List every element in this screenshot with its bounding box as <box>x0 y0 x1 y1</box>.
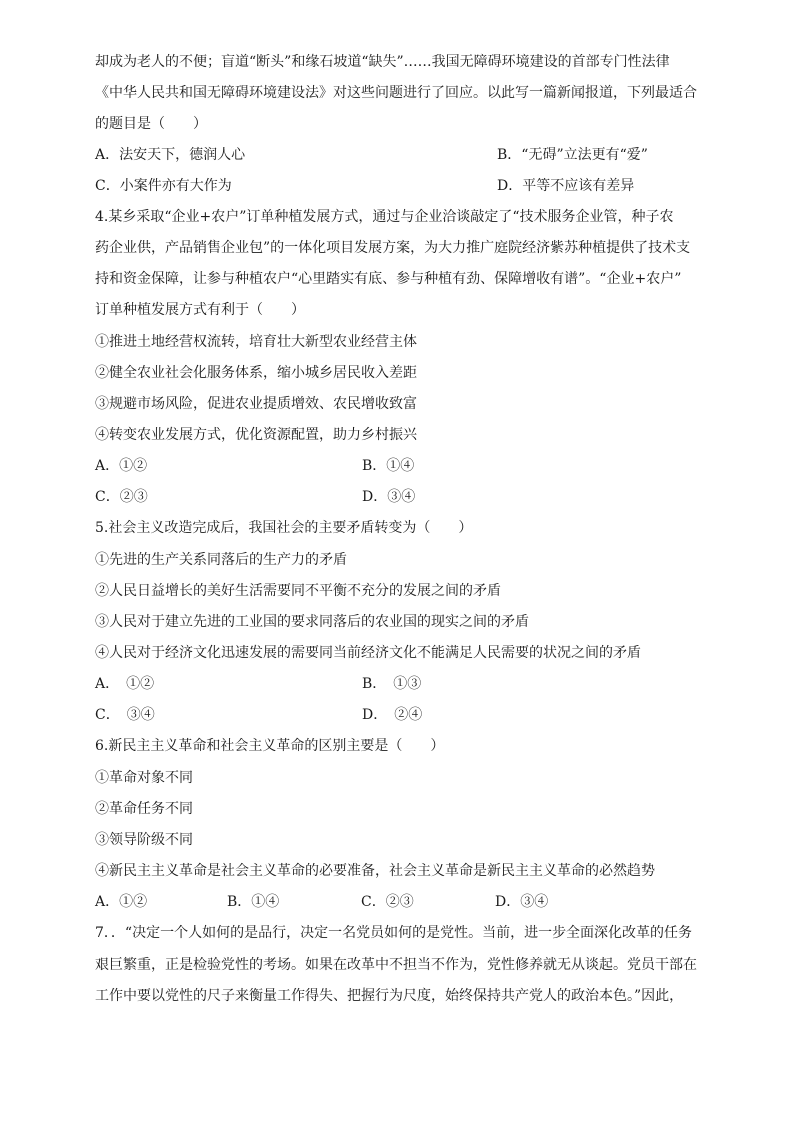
q4-option-a[interactable]: A．①② <box>95 458 148 474</box>
q6-option-c[interactable]: C．②③ <box>361 894 414 910</box>
q6-option-a[interactable]: A．①② <box>95 894 148 910</box>
q3-stem-line: 却成为老人的不便；盲道“断头”和缘石坡道“缺失”……我国无障碍环境建设的首部专门性法律 <box>95 54 670 70</box>
q7-stem-line: 7．．“决定一个人如何的是品行，决定一名党员如何的是党性。当前，进一步全面深化改革的任务 <box>95 925 693 941</box>
q4-option-c[interactable]: C．②③ <box>95 489 148 505</box>
q5-item: ①先进的生产关系同落后的生产力的矛盾 <box>95 552 347 568</box>
q4-stem-line: 持和资金保障，让参与种植农户“心里踏实有底、参与种植有劲、保障增收有谱”。“企业+农户” <box>95 271 682 287</box>
q6-option-d[interactable]: D．③④ <box>495 894 549 910</box>
q6-stem: 6.新民主主义革命和社会主义革命的区别主要是（ ） <box>95 738 445 754</box>
q3-option-a[interactable]: A．法安天下，德润人心 <box>95 147 246 163</box>
q5-option-c[interactable]: C． ③④ <box>95 707 155 723</box>
q4-stem-line: 药企业供，产品销售企业包”的一体化项目发展方案，为大力推广庭院经济紫苏种植提供了技术支 <box>95 240 691 256</box>
q7-stem-line: 艰巨繁重，正是检验党性的考场。如果在改革中不担当不作为，党性修养就无从谈起。党员干部在 <box>95 957 697 973</box>
q3-option-b[interactable]: B．“无碍”立法更有“爱” <box>497 147 648 163</box>
q6-item: ②革命任务不同 <box>95 801 193 817</box>
q5-item: ③人民对于建立先进的工业国的要求同落后的农业国的现实之间的矛盾 <box>95 614 529 630</box>
q7-stem-line: 工作中要以党性的尺子来衡量工作得失、把握行为尺度，始终保持共产党人的政治本色。”因此， <box>95 988 684 1004</box>
q6-item: ①革命对象不同 <box>95 770 193 786</box>
q3-stem-line: 《中华人民共和国无障碍环境建设法》对这些问题进行了回应。以此写一篇新闻报道，下列最适合 <box>95 85 697 101</box>
q5-option-a[interactable]: A． ①② <box>95 676 155 692</box>
q3-option-d[interactable]: D．平等不应该有差异 <box>497 178 635 194</box>
q4-stem-line: 4.某乡采取“企业+农户”订单种植发展方式，通过与企业洽谈敲定了“技术服务企业管，种子农 <box>95 209 674 225</box>
q6-item: ④新民主主义革命是社会主义革命的必要准备，社会主义革命是新民主主义革命的必然趋势 <box>95 863 655 879</box>
q3-option-c[interactable]: C．小案件亦有大作为 <box>95 178 232 194</box>
q4-item: ①推进土地经营权流转，培育壮大新型农业经营主体 <box>95 334 417 350</box>
q4-stem-line: 订单种植发展方式有利于（ ） <box>95 302 305 318</box>
q3-stem-line: 的题目是（ ） <box>95 116 207 132</box>
q4-item: ④转变农业发展方式，优化资源配置，助力乡村振兴 <box>95 427 417 443</box>
q5-option-b[interactable]: B． ①③ <box>362 676 422 692</box>
q5-item: ④人民对于经济文化迅速发展的需要同当前经济文化不能满足人民需要的状况之间的矛盾 <box>95 645 641 661</box>
q5-item: ②人民日益增长的美好生活需要同不平衡不充分的发展之间的矛盾 <box>95 583 501 599</box>
q6-option-b[interactable]: B．①④ <box>227 894 280 910</box>
q4-item: ③规避市场风险，促进农业提质增效、农民增收致富 <box>95 396 417 412</box>
q5-stem: 5.社会主义改造完成后，我国社会的主要矛盾转变为（ ） <box>95 520 473 536</box>
q4-option-b[interactable]: B．①④ <box>362 458 415 474</box>
q4-item: ②健全农业社会化服务体系，缩小城乡居民收入差距 <box>95 365 417 381</box>
q4-option-d[interactable]: D．③④ <box>362 489 416 505</box>
q5-option-d[interactable]: D． ②④ <box>362 707 423 723</box>
q6-item: ③领导阶级不同 <box>95 832 193 848</box>
